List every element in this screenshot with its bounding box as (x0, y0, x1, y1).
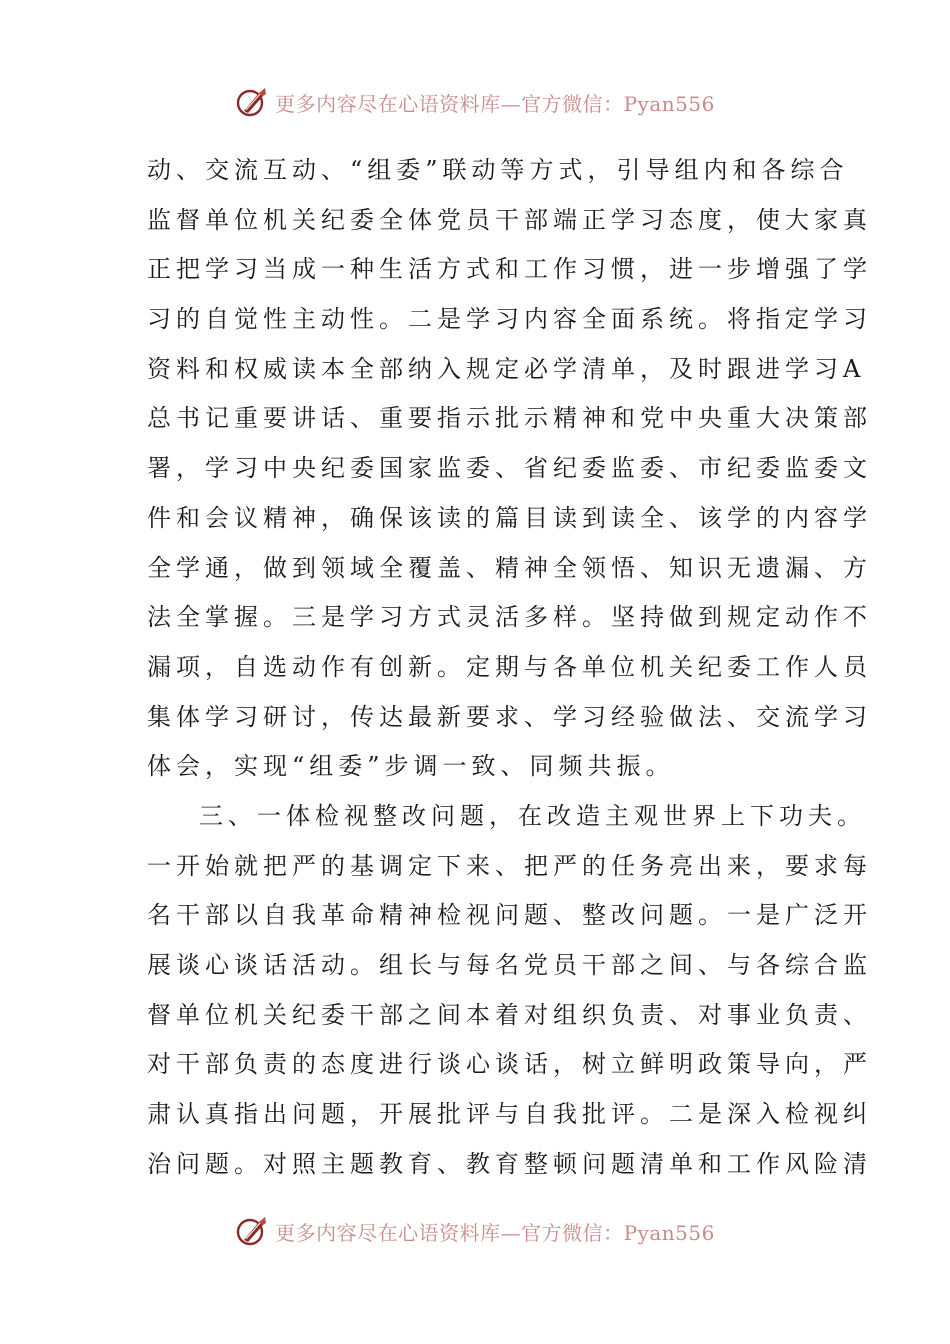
text-line: 动、交流互动、“组委”联动等方式，引导组内和各综合 (147, 156, 849, 184)
text-line: 展谈心谈话活动。组长与每名党员干部之间、与各综合监 (147, 951, 872, 979)
text-line: 集体学习研讨，传达最新要求、学习经验做法、交流学习 (147, 702, 872, 731)
text-line: 全学通，做到领域全覆盖、精神全领悟、知识无遗漏、方 (147, 553, 872, 582)
pen-nib-logo-icon (235, 85, 269, 119)
header-banner-text: 更多内容尽在心语资料库—官方微信：Pyan556 (275, 91, 715, 116)
section-heading-line: 三、一体检视整改问题，在改造主观世界上下功夫。 (199, 801, 866, 830)
text-line: 肃认真指出问题，开展批评与自我批评。二是深入检视纠 (147, 1100, 872, 1129)
footer-banner (0, 1211, 950, 1251)
text-line: 监督单位机关纪委全体党员干部端正学习态度，使大家真 (147, 205, 872, 234)
text-line: 署，学习中央纪委国家监委、省纪委监委、市纪委监委文 (147, 454, 872, 483)
text-line: 一开始就把严的基调定下来、把严的任务亮出来，要求每 (147, 851, 872, 880)
text-line: 习的自觉性主动性。二是学习内容全面系统。将指定学习 (147, 305, 872, 334)
text-line: 治问题。对照主题教育、教育整顿问题清单和工作风险清 (147, 1149, 872, 1178)
text-line: 件和会议精神，确保该读的篇目读到读全、该学的内容学 (147, 503, 872, 532)
footer-banner-text: 更多内容尽在心语资料库—官方微信：Pyan556 (275, 1220, 715, 1245)
text-line: 对干部负责的态度进行谈心谈话，树立鲜明政策导向，严 (147, 1050, 872, 1079)
text-line: 漏项，自选动作有创新。定期与各单位机关纪委工作人员 (147, 652, 872, 681)
text-line: 体会，实现“组委”步调一致、同频共振。 (147, 752, 675, 781)
header-banner (0, 82, 950, 122)
text-line: 法全掌握。三是学习方式灵活多样。坚持做到规定动作不 (147, 603, 872, 632)
document-body (147, 146, 872, 1189)
text-line: 总书记重要讲话、重要指示批示精神和党中央重大决策部 (147, 404, 872, 433)
text-line: 资料和权威读本全部纳入规定必学清单，及时跟进学习A (147, 354, 866, 383)
text-line: 督单位机关纪委干部之间本着对组织负责、对事业负责、 (147, 1000, 872, 1029)
text-line: 正把学习当成一种生活方式和工作习惯，进一步增强了学 (147, 255, 872, 284)
pen-nib-logo-icon (235, 1214, 269, 1248)
text-line: 名干部以自我革命精神检视问题、整改问题。一是广泛开 (147, 901, 872, 930)
